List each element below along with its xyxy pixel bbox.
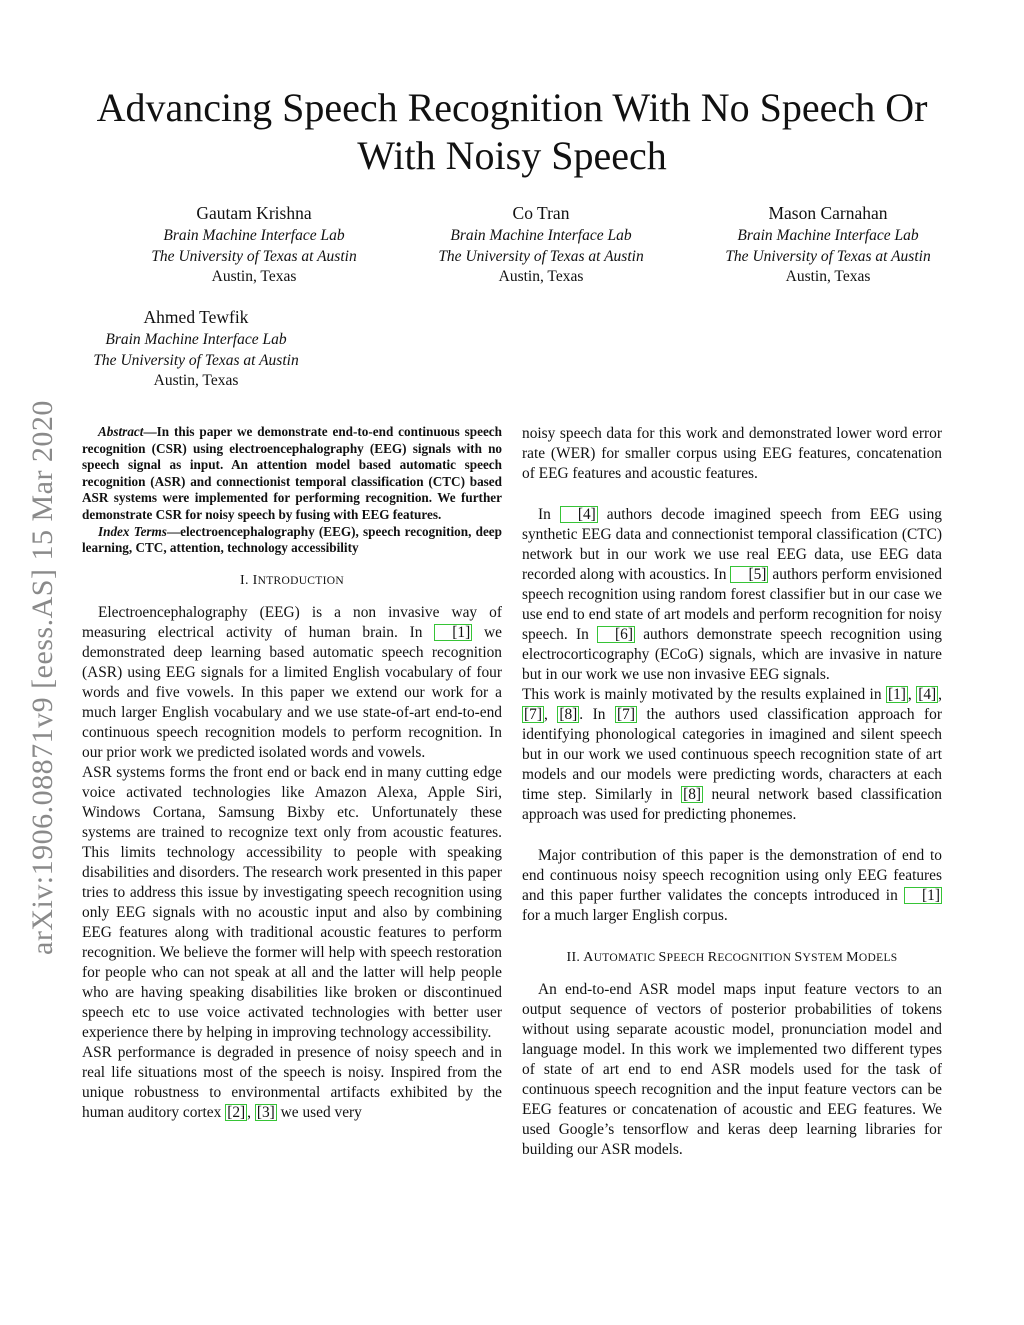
author-institution: The University of Texas at Austin (93, 351, 299, 369)
author-block (124, 200, 384, 288)
abstract (82, 424, 502, 524)
citation-link[interactable]: [7] (524, 706, 542, 723)
paragraph: This work is mainly motivated by the results explained in [1] , [4] , [7] , [8] . In [7] the authors used classification approach for identifying phonological categories in imagined and silent speech but in our work we used continuous speech recognition state of art models and our models were predicting words, characters at each time step. Similarly in [8] neural network based classification approach was used for predicting phonemes. (522, 686, 943, 823)
author-affiliation: Brain Machine Interface Lab (737, 227, 919, 244)
section-heading: I. INTRODUCTION (240, 572, 344, 588)
citation-link[interactable]: [6] (597, 626, 635, 643)
index-terms-label: Index Terms (98, 523, 167, 539)
arxiv-stamp: arXiv:1906.08871v9 [eess.AS] 15 Mar 2020 (26, 400, 59, 955)
citation-link[interactable]: [7] (617, 706, 635, 723)
author-affiliation: Brain Machine Interface Lab (450, 227, 632, 244)
abstract-text: —In this paper we demonstrate end-to-end continuous speech recognition (CSR) using electroencephalography (EEG) signals with no speech signal as input. An attention model based automatic speech recognition (ASR) and connectionist temporal classification (CTC) based ASR systems were implemented for performing recognition. We further demonstrate CSR for noisy speech by fusing with EEG features. (82, 424, 502, 522)
paper-title: Advancing Speech Recognition With No Speech Or With Noisy Speech (96, 85, 928, 178)
index-terms (82, 524, 502, 557)
paragraph: Electroencephalography (EEG) is a non invasive way of measuring electrical activity of human brain. In [1] we demonstrated deep learning based automatic speech recognition (ASR) using EEG signals for a limited English vocabulary of four words and five vowels. In this paper we extend our work for a much larger English vocabulary and we use state-of-art end-to-end continuous speech recognition models to perform recognition. In our prior work we predicted isolated words and vowels. (82, 603, 503, 761)
paragraph: Major contribution of this paper is the demonstration of end to end continuous noisy speech recognition using only EEG features and this paper further validates the concepts introduced in [1] for a much larger English corpus. (522, 847, 942, 924)
paragraph: ASR systems forms the front end or back end in many cutting edge voice activated technologies like Amazon Alexa, Apple Siri, Windows Cortana, Samsung Bixby etc. Unfortunately these systems are trained to recognize text only from acoustic features. This limits technology accessibility to people with speaking disabilities and disorders. The research work presented in this paper tries to address this issue by investigating speech recognition using only EEG signals with no acoustic input and also by combining EEG features along with traditional acoustic features to perform recognition. We believe the former will help with speech restoration for people who can not speak at all and the latter will help people who are having speaking disabilities like broken or discontinued speech etc to use voice activated technologies with better user experience there by helping in improving technology accessibility. (82, 763, 502, 1041)
author-location: Austin, Texas (153, 372, 239, 389)
author-institution: The University of Texas at Austin (438, 247, 644, 265)
citation-link[interactable]: [5] (730, 566, 768, 583)
citation-link[interactable]: [1] (434, 624, 472, 641)
paragraph: ASR performance is degraded in presence of noisy speech and in real life situations most of the speech is noisy. Inspired from the unique robustness to environmental artifacts exhibited by the human auditory cortex [2] , [3] we used very (82, 1043, 502, 1121)
author-location: Austin, Texas (211, 268, 297, 285)
author-name: Co Tran (512, 203, 570, 223)
index-terms-text: —electroencephalography (EEG), speech recognition, deep learning, CTC, attention, technology accessibility (82, 523, 502, 556)
citation-link[interactable]: [2] (227, 1103, 246, 1121)
paragraph: In [4] authors decode imagined speech from EEG using synthetic EEG data and connectionist temporal classification (CTC) network but in our work we use real EEG data, use EEG data recorded along with acoustics. In [5] authors perform envisioned speech recognition using random forest classifier but in our case we use end to end state of art models and perform recognition for noisy speech. In [6] authors demonstrate speech recognition using electrocorticography (ECoG) signals, which are invasive in nature but in our work we use non invasive EEG signals. (522, 506, 942, 683)
citation-link[interactable]: [4] (918, 686, 937, 703)
author-location: Austin, Texas (785, 268, 871, 285)
right-column (522, 424, 942, 1160)
citation-link[interactable]: [8] (683, 786, 702, 803)
author-affiliation: Brain Machine Interface Lab (105, 331, 287, 348)
author-name: Mason Carnahan (768, 203, 888, 223)
author-institution: The University of Texas at Austin (151, 247, 357, 265)
abstract-label: Abstract (98, 424, 144, 439)
author-name: Gautam Krishna (196, 203, 312, 223)
paragraph: noisy speech data for this work and demonstrated lower word error rate (WER) for smaller corpus using EEG features, concatenation of EEG features and acoustic features. (522, 425, 942, 482)
author-block (411, 200, 671, 288)
section-heading: II. AUTOMATIC SPEECH RECOGNITION SYSTEM MODELS (566, 950, 898, 965)
citation-link[interactable]: [3] (256, 1103, 275, 1121)
author-block (66, 304, 326, 392)
citation-link[interactable]: [1] (904, 887, 942, 904)
citation-link[interactable]: [4] (560, 506, 598, 523)
author-institution: The University of Texas at Austin (725, 247, 931, 265)
citation-link[interactable]: [8] (559, 706, 578, 723)
author-name: Ahmed Tewfik (143, 307, 249, 327)
author-block (698, 200, 958, 288)
author-affiliation: Brain Machine Interface Lab (163, 227, 345, 244)
citation-link[interactable]: [1] (887, 686, 906, 703)
paragraph: An end-to-end ASR model maps input feature vectors to an output sequence of vectors of posterior probabilities of tokens without using separate acoustic model, pronunciation model and language model. In this work we implemented two different types of state of art end to end ASR models used for the task of continuous speech recognition and the input feature vectors can be EEG features or concatenation of acoustic and EEG features. We used Google’s tensorflow and keras deep learning libraries for building our ASR models. (522, 981, 942, 1158)
author-location: Austin, Texas (498, 268, 584, 285)
left-column (82, 424, 502, 1123)
